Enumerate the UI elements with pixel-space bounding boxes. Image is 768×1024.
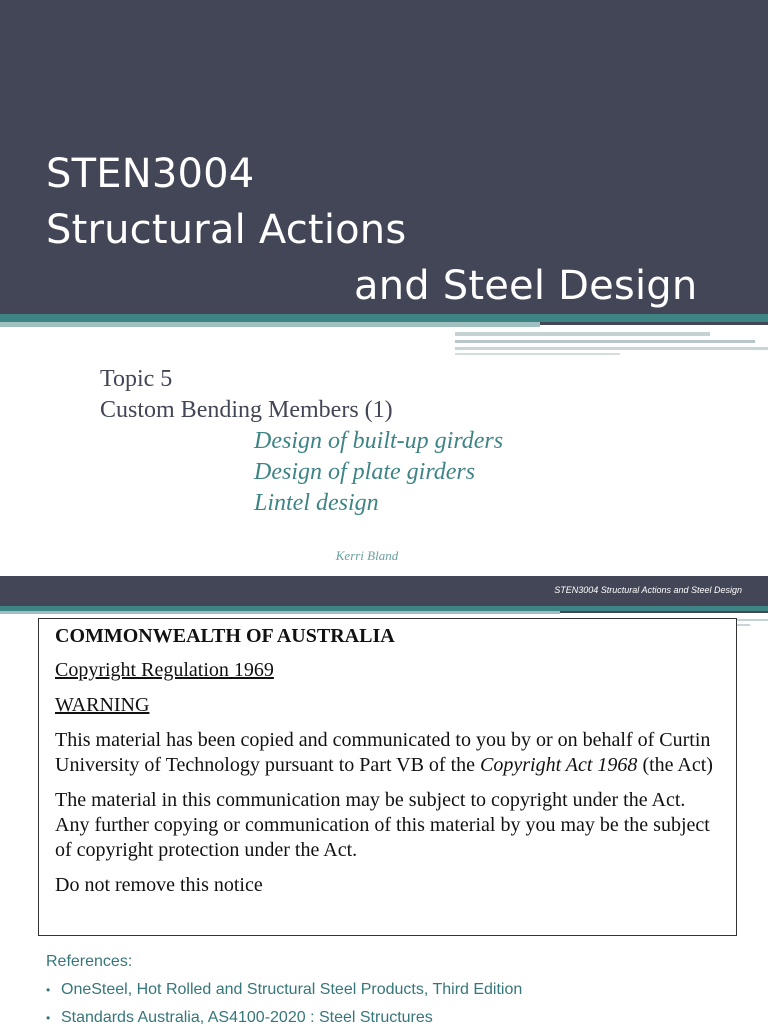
slide-subtitle: [100, 364, 503, 519]
copyright-notice: [38, 618, 737, 936]
topic-item: Design of built-up girders: [254, 428, 504, 454]
title-line-3: and Steel Design: [354, 263, 698, 309]
notice-warning: WARNING: [55, 694, 150, 716]
topic-title: Custom Bending Members (1): [100, 397, 393, 423]
topic-item: Design of plate girders: [254, 459, 476, 485]
reference-text: Standards Australia, AS4100-2020 : Steel Structures: [61, 1009, 433, 1024]
bullet-icon: •: [46, 1011, 51, 1024]
notice-paragraph: The material in this communication may be subject to copyright under the Act. Any further copying or communication of this material by you may be the subject of copyright protection under the Act.: [55, 789, 710, 861]
notice-text: (the Act): [637, 754, 713, 776]
topic-item: Lintel design: [254, 490, 379, 516]
slide-title: [46, 146, 697, 314]
references: [46, 948, 522, 1024]
decorative-stripe: [455, 347, 768, 350]
decorative-stripe: [540, 322, 768, 325]
decorative-stripe: [560, 611, 768, 613]
title-banner: [0, 0, 768, 314]
title-line-2: Structural Actions: [46, 207, 407, 253]
author-name: Kerri Bland: [335, 548, 399, 563]
decorative-stripe: [0, 314, 768, 322]
reference-item: [46, 1004, 522, 1024]
notice-paragraph: Do not remove this notice: [55, 874, 263, 896]
title-course-code: STEN3004: [46, 151, 255, 197]
notice-text: This material has been copied and communicated to you by or on behalf of Curtin University of Technology pursuant to Part VB of the: [55, 729, 711, 776]
slide-header-bar: [0, 576, 768, 606]
decorative-stripe: [0, 322, 540, 327]
decorative-stripe: [455, 353, 620, 355]
decorative-stripe: [455, 340, 755, 343]
reference-item: [46, 976, 522, 1004]
copyright-slide: [0, 576, 768, 1024]
act-title: Copyright Act 1968: [480, 754, 638, 776]
notice-paragraph: [55, 728, 720, 778]
bullet-icon: •: [46, 983, 51, 997]
decorative-stripe: [0, 611, 560, 614]
notice-regulation: Copyright Regulation 1969: [55, 659, 274, 681]
references-label: References:: [46, 953, 133, 970]
reference-text: OneSteel, Hot Rolled and Structural Steel Products, Third Edition: [61, 981, 523, 998]
topic-number: Topic 5: [100, 366, 173, 392]
decorative-stripe: [455, 332, 710, 336]
notice-heading: COMMONWEALTH OF AUSTRALIA: [55, 625, 395, 647]
header-course-title: STEN3004 Structural Actions and Steel Design: [554, 585, 742, 595]
